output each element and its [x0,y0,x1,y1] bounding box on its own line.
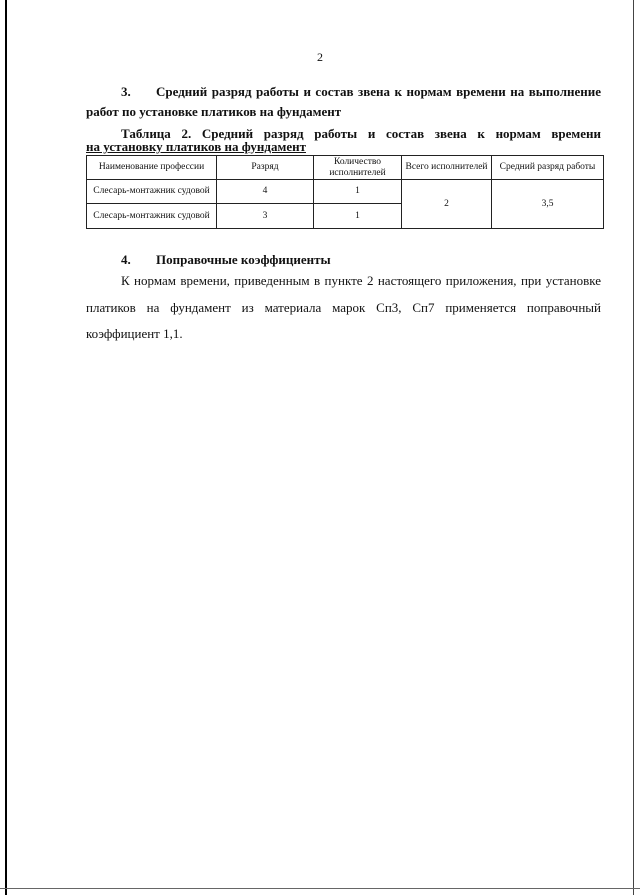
section3-title-line2: работ по установке платиков на фундамент [86,104,342,119]
section4-para-line2: платиков на фундамент из материала марок Сп3, Сп7 применяется поправочный [86,300,601,315]
cell-grade: 4 [217,180,314,204]
header-total: Всего исполнителей [402,156,492,180]
cell-avg-grade: 3,5 [492,180,604,229]
cell-profession: Слесарь-монтажник судовой [87,180,217,204]
section4-number: 4. [121,252,131,267]
scan-edge-right [633,0,634,895]
cell-count: 1 [314,204,402,229]
section4-para-line1: К нормам времени, приведенным в пункте 2 настоящего приложения, при установке [121,273,601,288]
table2-caption-line2: на установку платиков на фундамент [86,139,306,154]
scan-edge-left [5,0,7,895]
section4-title: Поправочные коэффициенты [156,252,331,267]
header-profession: Наименование профессии [87,156,217,180]
header-avg-grade: Средний разряд работы [492,156,604,180]
cell-total: 2 [402,180,492,229]
table-header-row [87,156,604,180]
table2 [86,155,604,229]
section4-para-line3: коэффициент 1,1. [86,326,183,341]
table2-caption-line1: Таблица 2. Средний разряд работы и состав звена к нормам времени [121,126,601,141]
header-count: Количество исполнителей [314,156,402,180]
cell-grade: 3 [217,204,314,229]
page-number: 2 [317,50,323,64]
section3-number: 3. [121,84,131,99]
cell-count: 1 [314,180,402,204]
section3-title-line1: Средний разряд работы и состав звена к нормам времени на выполнение [156,84,601,99]
cell-profession: Слесарь-монтажник судовой [87,204,217,229]
table-row [87,180,604,204]
scan-edge-bottom [0,888,640,889]
header-grade: Разряд [217,156,314,180]
